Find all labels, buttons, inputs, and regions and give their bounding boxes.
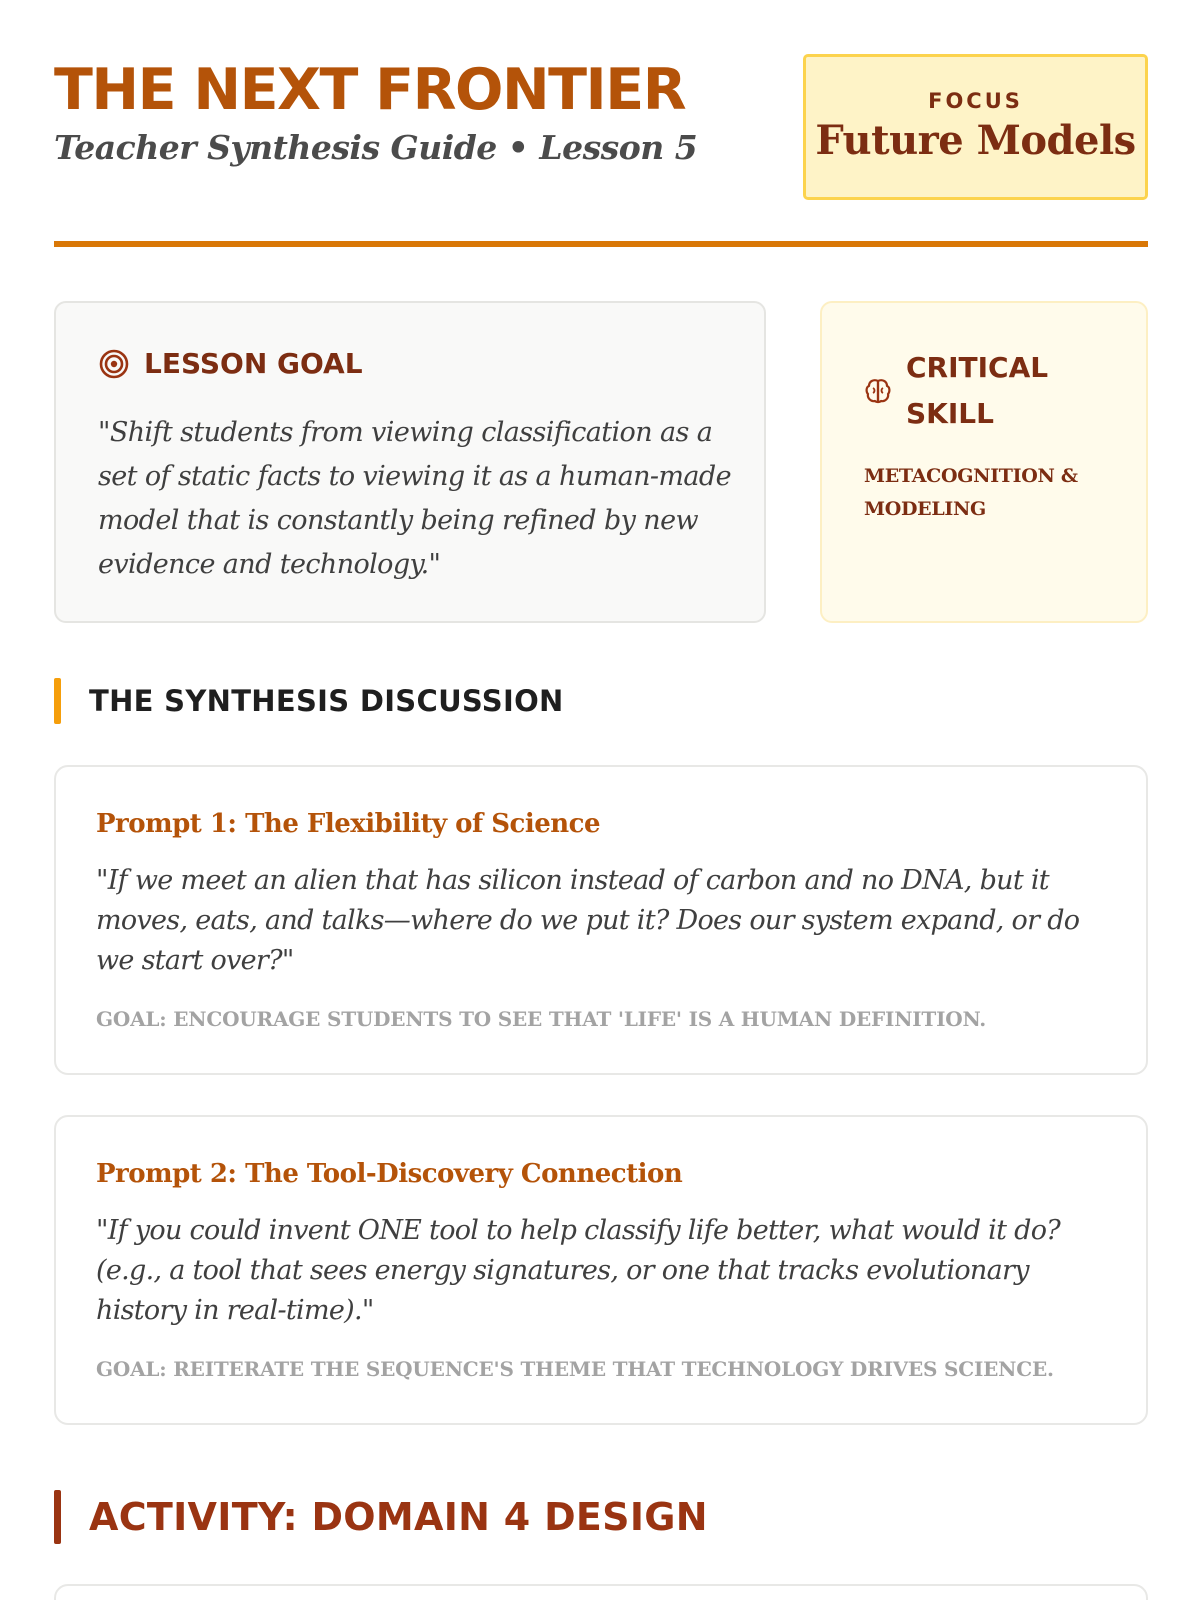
prompt-goal: GOAL: ENCOURAGE STUDENTS TO SEE THAT 'LIFE' IS A HUMAN DEFINITION. bbox=[96, 1007, 987, 1031]
activity-heading-text: ACTIVITY: DOMAIN 4 DESIGN bbox=[89, 1495, 708, 1539]
prompt-goal: GOAL: REITERATE THE SEQUENCE'S THEME THAT TECHNOLOGY DRIVES SCIENCE. bbox=[96, 1357, 1054, 1381]
prompt-card bbox=[54, 765, 1148, 1075]
activity-card bbox=[54, 1584, 1148, 1600]
prompt-quote: "If we meet an alien that has silicon instead of carbon and no DNA, but it moves, eats, and talks—where do we put it? Does our system expand, or do we start over?" bbox=[96, 865, 1080, 976]
section-accent-bar bbox=[54, 1490, 61, 1544]
critical-skill-text: METACOGNITION & MODELING bbox=[864, 465, 1078, 520]
section-accent-bar bbox=[54, 678, 61, 724]
lesson-goal-card bbox=[54, 301, 766, 623]
synthesis-section-heading bbox=[54, 678, 564, 724]
lesson-goal-heading bbox=[98, 347, 363, 380]
lesson-goal-text: "Shift students from viewing classification as a set of static facts to viewing it as a human-made model that is constantly being refined by new evidence and technology." bbox=[98, 417, 731, 580]
page-subtitle: Teacher Synthesis Guide • Lesson 5 bbox=[54, 128, 698, 167]
page-header bbox=[54, 54, 1148, 204]
prompt-quote: "If you could invent ONE tool to help classify life better, what would it do? (e.g., a tool that sees energy signatures, or one that tracks evolutionary history in real-time)." bbox=[96, 1215, 1061, 1326]
critical-skill-card bbox=[820, 301, 1148, 623]
prompt-card bbox=[54, 1115, 1148, 1425]
page-title: THE NEXT FRONTIER bbox=[54, 57, 686, 123]
header-divider bbox=[54, 241, 1148, 247]
focus-badge bbox=[803, 54, 1148, 200]
synthesis-heading-text: THE SYNTHESIS DISCUSSION bbox=[89, 684, 564, 718]
focus-label: FOCUS bbox=[928, 89, 1023, 113]
prompt-title: Prompt 2: The Tool-Discovery Connection bbox=[96, 1159, 683, 1189]
lesson-goal-heading-text: LESSON GOAL bbox=[144, 347, 363, 380]
prompt-title: Prompt 1: The Flexibility of Science bbox=[96, 809, 601, 839]
brain-icon bbox=[864, 377, 892, 405]
critical-skill-heading: CRITICAL SKILL bbox=[906, 351, 1049, 430]
target-icon bbox=[98, 348, 130, 380]
focus-value: Future Models bbox=[815, 117, 1136, 164]
activity-section-heading bbox=[54, 1490, 708, 1544]
